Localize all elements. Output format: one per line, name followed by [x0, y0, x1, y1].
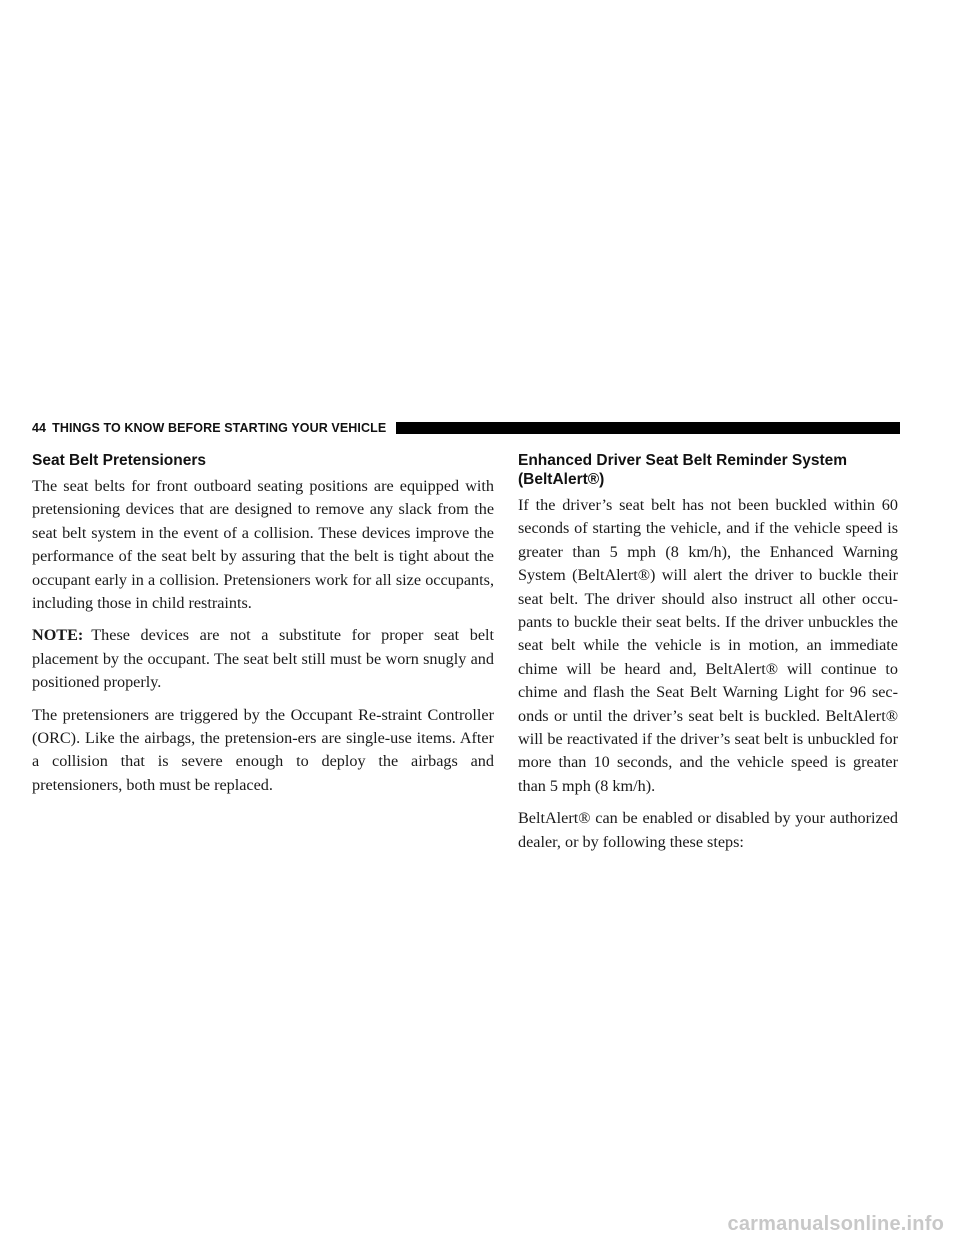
- note-text: These devices are not a substitute for proper seat belt placement by the occupant. The seat belt still must be worn snugly and positioned properly.: [32, 626, 494, 692]
- note-label: NOTE:: [32, 626, 84, 645]
- watermark-text: carmanualsonline.info: [727, 1213, 944, 1235]
- right-column: [518, 451, 898, 863]
- paragraph-pretensioners-intro: The seat belts for front outboard seating positions are equipped with pretensioning devices that are designed to remove any slack from the seat belt system in the event of a collision. These devices improve the performance of the seat belt by assuring that the belt is tight about the occupant early in a collision. Pretensioners work for all size occupants, including those in child restraints.: [32, 477, 494, 613]
- running-title: THINGS TO KNOW BEFORE STARTING YOUR VEHICLE: [52, 421, 387, 435]
- paragraph-pretensioners-trigger: The pretensioners are triggered by the Occupant Re-straint Controller (ORC). Like the airbags, the pretension-ers are single-use items. After a collision that is severe enough to deploy the airbags and pretensioners, both must be replaced.: [32, 705, 494, 794]
- header-rule: [396, 422, 900, 434]
- paragraph-beltalert-enable: BeltAlert® can be enabled or disabled by your authorized dealer, or by following these steps:: [518, 809, 898, 851]
- running-header: [32, 419, 900, 437]
- paragraph-beltalert-description: If the driver’s seat belt has not been buckled within 60 seconds of starting the vehicle, and if the vehicle speed is greater than 5 mph (8 km/h), the Enhanced Warning System (BeltAlert®) will alert the driver to buckle their seat belt. The driver should also instruct all other occu-pants to buckle their seat belts. If the driver unbuckles the seat belt while the vehicle is in motion, an immediate chime will be heard and, BeltAlert® will continue to chime and flash the Seat Belt Warning Light for 96 sec-onds or until the driver’s seat belt is buckled. BeltAlert® will be reactivated if the driver’s seat belt is unbuckled for more than 10 seconds, and the vehicle speed is greater than 5 mph (8 km/h).: [518, 496, 898, 795]
- page-number: 44: [32, 421, 47, 435]
- note-paragraph: [32, 624, 494, 694]
- left-column: [32, 451, 494, 806]
- section-heading-pretensioners: Seat Belt Pretensioners: [32, 452, 207, 469]
- section-heading-beltalert: Enhanced Driver Seat Belt Reminder System (BeltAlert®): [518, 452, 848, 488]
